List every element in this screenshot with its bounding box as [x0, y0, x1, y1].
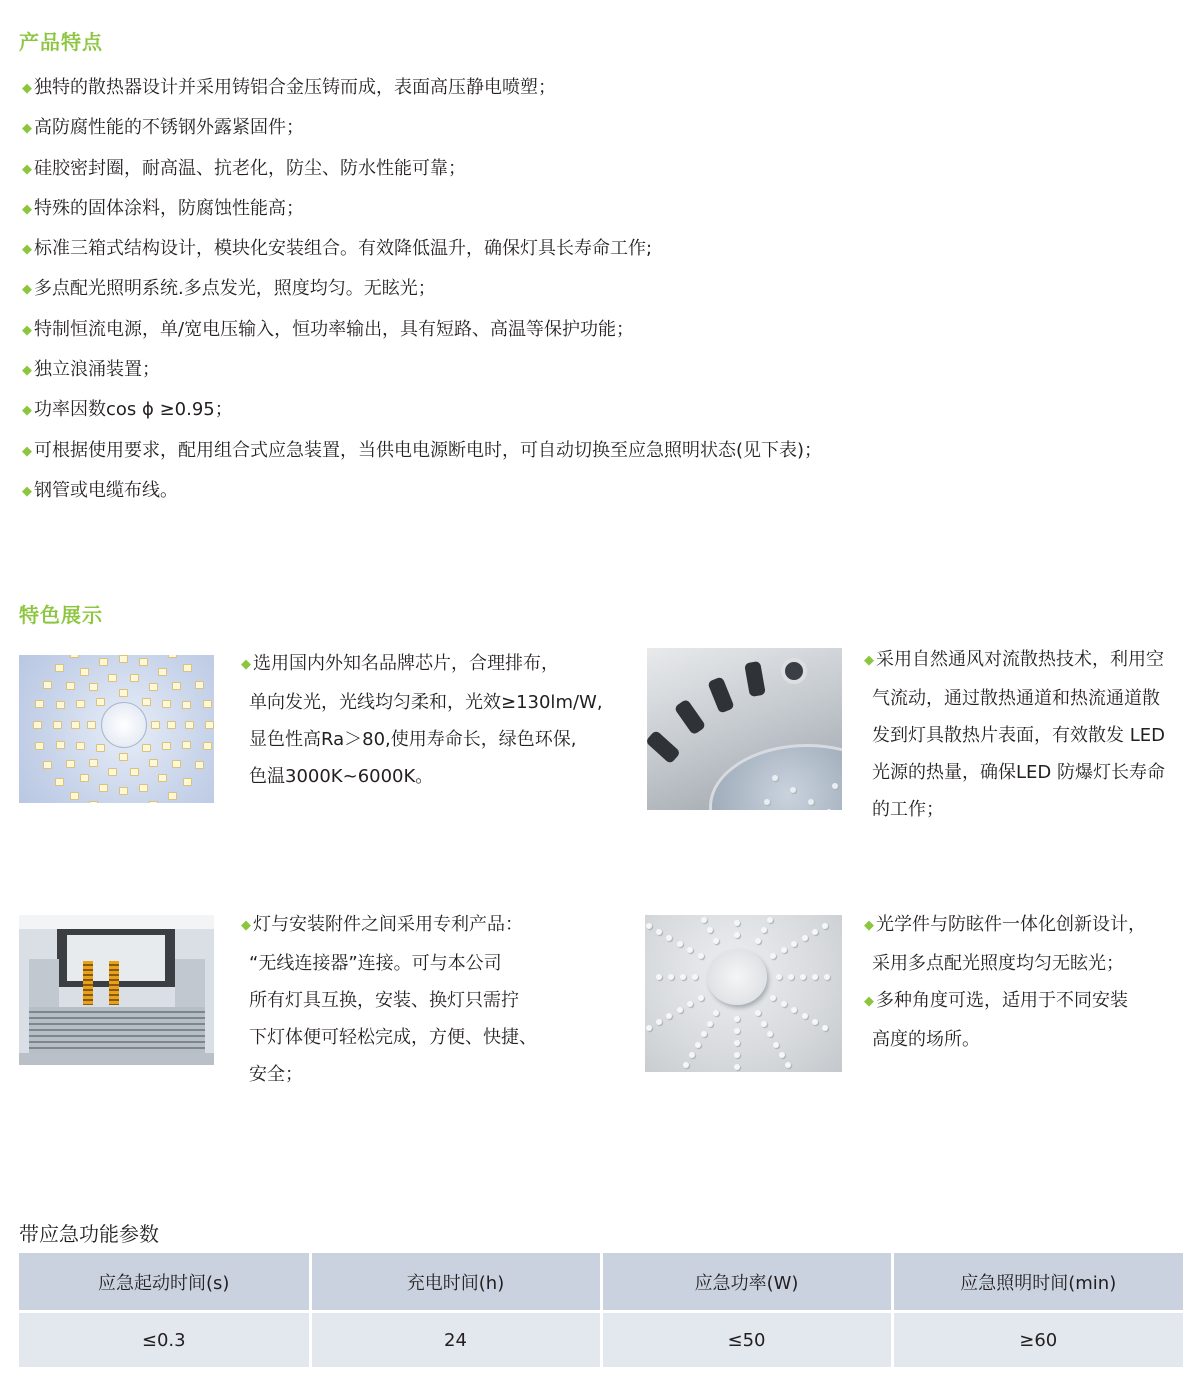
led-chip	[66, 682, 75, 690]
feature-item: ◆ 标准三箱式结构设计，模块化安装组合。有效降低温升，确保灯具长寿命工作;	[22, 238, 653, 260]
led-chip	[195, 681, 204, 689]
header-emergency-duration: 应急照明时间(min)	[892, 1253, 1183, 1312]
optic-dot	[767, 1031, 773, 1037]
optic-dot	[824, 974, 830, 980]
header-charge-time: 充电时间(h)	[310, 1253, 601, 1312]
bullet-icon: ◆	[22, 483, 32, 499]
led-chip	[139, 658, 148, 666]
bullet-icon: ◆	[864, 918, 874, 933]
led-chip	[162, 742, 171, 750]
optic-dot	[781, 947, 787, 953]
bullet-icon: ◆	[22, 403, 32, 419]
bullet-icon: ◆	[22, 443, 32, 459]
bullet-icon: ◆	[864, 653, 874, 668]
feature-item: ◆ 独特的散热器设计并采用铸铝合金压铸而成，表面高压静电喷塑；	[22, 77, 556, 98]
led-chip	[119, 655, 128, 663]
bullet-icon: ◆	[22, 161, 32, 177]
bullet-icon: ◆	[22, 81, 32, 96]
lens-glass	[709, 744, 842, 810]
optic-dot	[770, 995, 776, 1001]
optic-dot	[734, 1028, 740, 1034]
table-heading: 带应急功能参数	[19, 1222, 159, 1246]
optic-dot	[668, 974, 674, 980]
led-chip	[55, 664, 64, 672]
led-chip	[99, 784, 108, 792]
connector-description: ◆ 灯与安装附件之间采用专利产品： “无线连接器”连接。可与本公司 所有灯具互换，安装、换灯只需拧 下灯体便可轻松完成，方便、快捷、 安全；	[241, 914, 537, 1085]
optic-dot	[822, 923, 828, 929]
bullet-icon: ◆	[241, 918, 251, 933]
optic-dot	[822, 1025, 828, 1031]
optic-dot	[683, 1062, 689, 1068]
optic-dot	[698, 995, 704, 1001]
led-chip	[99, 658, 108, 666]
optic-dot	[677, 1007, 683, 1013]
optic-dot	[707, 1021, 713, 1027]
led-chip	[151, 721, 160, 729]
led-chip	[130, 768, 139, 776]
led-chip	[172, 682, 181, 690]
optic-dot	[812, 929, 818, 935]
bullet-icon: ◆	[22, 363, 32, 379]
value-charge-time: 24	[310, 1312, 601, 1368]
led-chip	[139, 784, 148, 792]
feature-list	[22, 74, 822, 517]
optic-dot	[656, 974, 662, 980]
led-chip	[76, 742, 85, 750]
led-chip	[168, 792, 177, 800]
led-chip	[89, 683, 98, 691]
optic-dot	[770, 953, 776, 959]
optic-dot	[773, 1042, 779, 1048]
optic-dot	[779, 1052, 785, 1058]
optic-dot	[755, 1010, 761, 1016]
optic-dot	[666, 1013, 672, 1019]
led-chip	[56, 701, 65, 709]
led-chip	[43, 761, 52, 769]
led-chip	[185, 721, 194, 729]
led-chip	[203, 742, 212, 750]
led-chip	[149, 759, 158, 767]
led-dot	[808, 799, 814, 805]
led-chip	[149, 683, 158, 691]
led-chip	[168, 655, 177, 658]
bullet-icon: ◆	[864, 994, 874, 1009]
optic-dot	[812, 974, 818, 980]
optic-dot	[734, 932, 740, 938]
led-hub	[101, 702, 147, 748]
optic-dot	[656, 1019, 662, 1025]
led-chip	[158, 774, 167, 782]
led-chip	[71, 721, 80, 729]
led-chip	[183, 778, 192, 786]
feature-item: ◆ 钢管或电缆布线。	[22, 479, 178, 501]
led-chip	[183, 664, 192, 672]
led-description: ◆ 选用国内外知名品牌芯片，合理排布， 单向发光，光线均匀柔和，光效≥130lm/W, 显色性高Ra＞80,使用寿命长，绿色环保, 色温3000K~6000K。	[241, 653, 603, 787]
feature-item: ◆ 特殊的固体涂料，防腐蚀性能高；	[22, 197, 304, 219]
led-chip	[142, 744, 151, 752]
led-chip	[108, 674, 117, 682]
optic-lens-photo	[645, 915, 842, 1072]
optic-dot	[646, 1025, 652, 1031]
led-chip	[87, 721, 96, 729]
led-chip	[182, 741, 191, 749]
optic-dot	[761, 1021, 767, 1027]
optic-dot	[761, 927, 767, 933]
screw-right	[109, 961, 119, 1005]
led-chip	[96, 698, 105, 706]
led-chip	[33, 721, 42, 729]
led-chip	[55, 778, 64, 786]
optic-dot	[802, 935, 808, 941]
optic-dot	[707, 927, 713, 933]
feature-item: ◆ 可根据使用要求，配用组合式应急装置，当供电电源断电时，可自动切换至应急照明状态(见下表)；	[22, 439, 823, 461]
led-chip	[130, 674, 139, 682]
optic-dot	[687, 947, 693, 953]
bullet-icon: ◆	[22, 242, 32, 258]
led-chip	[119, 787, 128, 795]
value-start-time: ≤0.3	[19, 1312, 310, 1368]
optic-dot	[698, 953, 704, 959]
led-chip	[108, 768, 117, 776]
led-chip	[119, 689, 128, 697]
led-dot	[772, 775, 778, 781]
optic-dot	[656, 929, 662, 935]
feature-item: ◆ 特制恒流电源，单/宽电压输入，恒功率输出，具有短路、高温等保护功能；	[22, 318, 635, 340]
led-dot	[790, 787, 796, 793]
emergency-params-table	[19, 1253, 1183, 1367]
bullet-icon: ◆	[22, 322, 32, 338]
optic-dot	[680, 974, 686, 980]
optic-center	[707, 949, 767, 1005]
header-start-time: 应急起动时间(s)	[19, 1253, 310, 1312]
led-chip	[70, 792, 79, 800]
feature-item: ◆ 多点配光照明系统.多点发光，照度均匀。无眩光；	[22, 278, 436, 300]
heatsink-description: ◆ 采用自然通风对流散热技术，利用空 气流动，通过散热通道和热流通道散 发到灯具散热片表面，有效散发 LED 光源的热量，确保LED 防爆灯长寿命 的工作；	[864, 649, 1165, 820]
led-board-photo	[19, 655, 214, 803]
showcase-title: 特色展示	[19, 603, 103, 627]
feature-item: ◆ 独立浪涌装置；	[22, 359, 160, 381]
optic-dot	[812, 1019, 818, 1025]
feature-item: ◆ 硅胶密封圈，耐高温、抗老化，防尘、防水性能可靠；	[22, 157, 466, 179]
value-emergency-power: ≤50	[601, 1312, 892, 1368]
bullet-icon: ◆	[241, 657, 251, 672]
optic-dot	[687, 1001, 693, 1007]
led-chip	[70, 655, 79, 658]
optic-dot	[776, 974, 782, 980]
optic-dot	[800, 974, 806, 980]
led-chip	[76, 700, 85, 708]
optic-dot	[734, 920, 740, 926]
optic-dot	[677, 941, 683, 947]
led-chip	[56, 741, 65, 749]
bullet-icon: ◆	[22, 121, 32, 137]
optic-description: ◆ 光学件与防眩件一体化创新设计， 采用多点配光照度均匀无眩光； ◆ 多种角度可选，适用于不同安装 高度的场所。	[864, 914, 1146, 1050]
led-chip	[89, 759, 98, 767]
optic-dot	[695, 1042, 701, 1048]
optic-dot	[734, 1064, 740, 1070]
led-chip	[89, 801, 98, 803]
optic-dot	[666, 935, 672, 941]
optic-dot	[755, 938, 761, 944]
bullet-icon: ◆	[22, 282, 32, 298]
optic-dot	[767, 917, 773, 923]
led-chip	[203, 700, 212, 708]
optic-dot	[713, 1010, 719, 1016]
optic-dot	[692, 974, 698, 980]
optic-dot	[701, 917, 707, 923]
feature-item: ◆ 高防腐性能的不锈钢外露紧固件；	[22, 117, 304, 139]
bullet-icon: ◆	[22, 201, 32, 217]
optic-dot	[646, 923, 652, 929]
table-row	[19, 1312, 1183, 1368]
table-header-row	[19, 1253, 1183, 1312]
led-chip	[96, 744, 105, 752]
led-chip	[158, 668, 167, 676]
value-emergency-duration: ≥60	[892, 1312, 1183, 1368]
optic-dot	[734, 1016, 740, 1022]
led-chip	[35, 742, 44, 750]
led-chip	[80, 774, 89, 782]
led-chip	[66, 760, 75, 768]
optic-dot	[785, 1062, 791, 1068]
optic-dot	[734, 1052, 740, 1058]
led-chip	[119, 753, 128, 761]
led-chip	[142, 698, 151, 706]
optic-dot	[791, 1007, 797, 1013]
led-chip	[162, 700, 171, 708]
optic-dot	[802, 1013, 808, 1019]
led-chip	[43, 681, 52, 689]
optic-dot	[781, 1001, 787, 1007]
led-chip	[195, 761, 204, 769]
led-chip	[80, 668, 89, 676]
optic-dot	[788, 974, 794, 980]
led-dot	[826, 809, 832, 810]
led-chip	[182, 701, 191, 709]
led-chip	[35, 700, 44, 708]
led-chip	[167, 721, 176, 729]
optic-dot	[713, 938, 719, 944]
thread	[29, 1007, 205, 1053]
feature-item: ◆ 功率因数cos ϕ ≥0.95；	[22, 399, 233, 421]
screw-left	[83, 961, 93, 1005]
connector-photo	[19, 915, 214, 1065]
optic-dot	[689, 1052, 695, 1058]
features-title: 产品特点	[19, 30, 103, 54]
led-chip	[149, 801, 158, 803]
optic-dot	[734, 1040, 740, 1046]
optic-dot	[701, 1031, 707, 1037]
led-chip	[172, 760, 181, 768]
header-emergency-power: 应急功率(W)	[601, 1253, 892, 1312]
led-dot	[764, 799, 770, 805]
optic-dot	[791, 941, 797, 947]
led-dot	[832, 783, 838, 789]
led-chip	[53, 721, 62, 729]
led-chip	[205, 721, 214, 729]
heatsink-photo	[647, 648, 842, 810]
